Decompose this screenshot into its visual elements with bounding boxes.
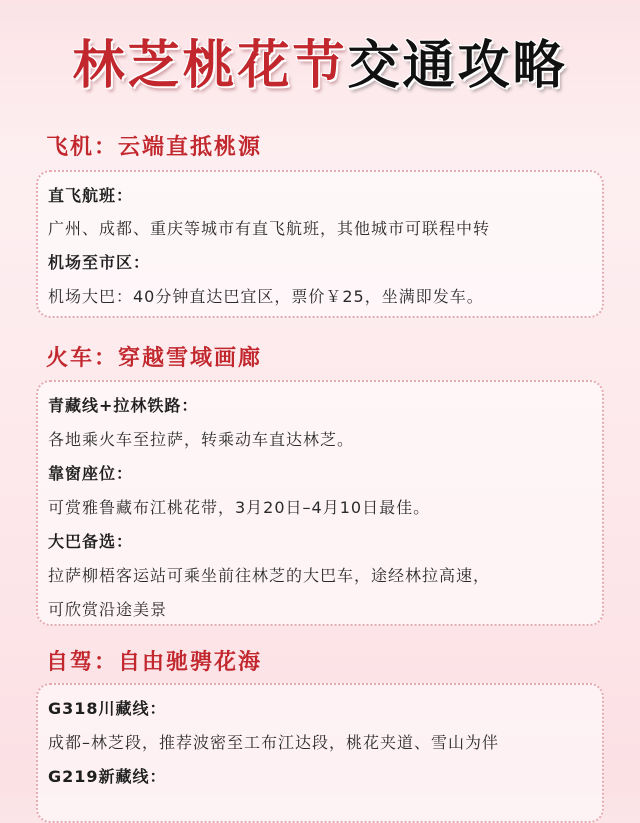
section-heading-self-drive: 自驾：自由驰骋花海 [46,650,263,675]
item-text-qinghai-tibet: 各地乘火车至拉萨，转乘动车直达林芝。 [48,430,355,449]
item-label-direct-flights: 直飞航班： [48,186,134,205]
item-label-airport-to-city: 机场至市区： [48,253,151,272]
item-label-bus-alternative: 大巴备选： [48,532,134,551]
section-heading-train: 火车：穿越雪域画廊 [46,346,263,371]
item-label-qinghai-tibet: 青藏线+拉林铁路： [48,396,199,415]
page-title [0,30,640,102]
item-label-g318: G318川藏线： [48,699,167,718]
item-label-g219: G219新藏线： [48,767,167,786]
item-text-g318: 成都–林芝段，推荐波密至工布江达段，桃花夹道、雪山为伴 [48,733,500,752]
item-text-window-seat: 可赏雅鲁藏布江桃花带，3月20日–4月10日最佳。 [48,498,431,517]
item-label-window-seat: 靠窗座位： [48,464,134,483]
title-black-part: 交通攻略 [347,36,568,96]
item-text-direct-flights: 广州、成都、重庆等城市有直飞航班，其他城市可联程中转 [48,219,491,238]
item-text-bus-alternative: 拉萨柳梧客运站可乘坐前往林芝的大巴车，途经林拉高速， [48,566,491,585]
item-text-airport-to-city: 机场大巴：40分钟直达巴宜区，票价￥25，坐满即发车。 [48,287,484,306]
section-heading-plane: 飞机：云端直抵桃源 [46,135,263,160]
item-text-bus-alternative-cont: 可欣赏沿途美景 [48,600,168,619]
title-red-part: 林芝桃花节 [72,36,348,96]
